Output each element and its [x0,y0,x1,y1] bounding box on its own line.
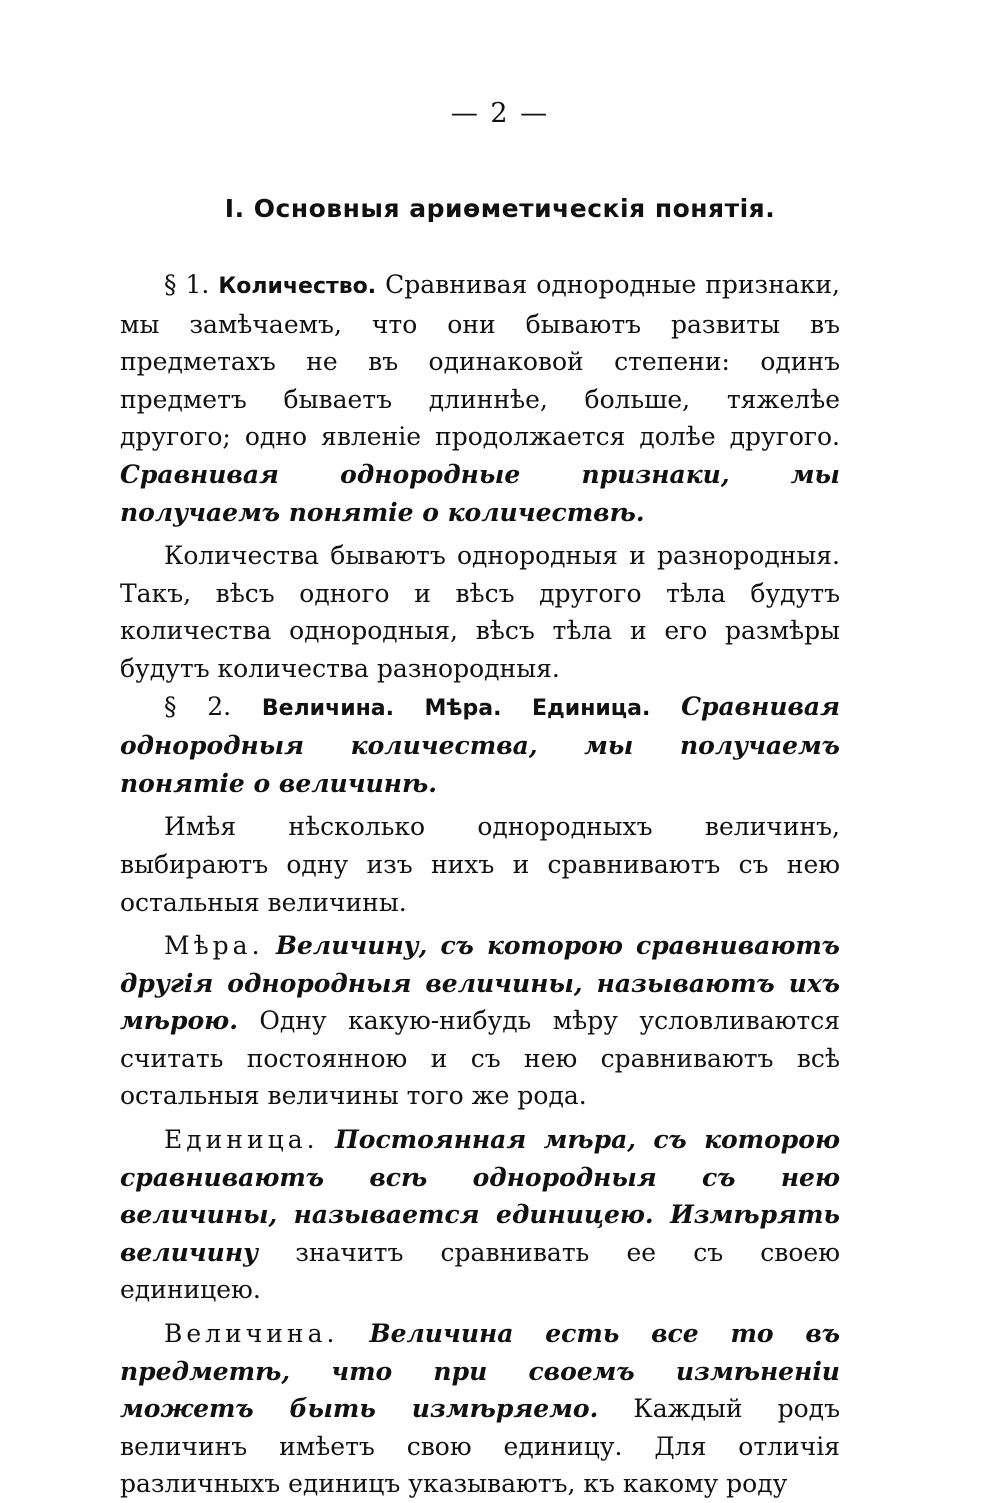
definition-text: Сравнивая однородныя количества, мы получаемъ понятіе о величинѣ. [120,691,841,798]
paragraph-text: Имѣя нѣсколько однородныхъ величинъ, выбираютъ одну изъ нихъ и сравниваютъ съ нею остальныя величины. [120,812,840,917]
section-number: § 2. [164,691,232,721]
paragraph-text: Каждый родъ величинъ имѣетъ свою единицу. Для отличія различныхъ единицъ указываютъ, къ какому роду [120,1394,840,1499]
term-label: Единица. [164,1125,319,1155]
section-number: § 1. [164,270,210,299]
paragraph-quantity [120,266,840,531]
paragraph-magnitude [120,688,840,803]
paragraph-text: Количества бываютъ однородныя и разнородныя. Такъ, вѣсъ одного и вѣсъ другого тѣла будутъ количества однородныя, вѣсъ тѣла и его размѣры будутъ количества разнородныя. [120,541,840,683]
paragraph-value [120,1315,840,1503]
chapter-title: I. Основныя ариѳметическія понятія. [224,194,776,223]
paragraph-quantity-kinds [120,537,840,687]
paragraph-comparison [120,808,840,921]
definition-text: Величина есть все то въ предметѣ, что при своемъ измѣненіи можетъ быть измѣряемо. [120,1319,840,1424]
term-label: Величина. [164,1319,339,1349]
section-heading: Количество. [218,274,377,299]
paragraph-unit [120,1121,840,1309]
definition-text: Величину, съ которою сравниваютъ другія однородныя величины, называютъ ихъ мѣрою. [120,931,840,1036]
body-text [120,266,840,1503]
paragraph-text: Одну какую-нибудь мѣру условливаются считать постоянною и съ нею сравниваютъ всѣ остальныя величины того же рода. [120,1006,840,1111]
paragraph-text: значитъ сравнивать ее съ своею единицею. [120,1237,840,1305]
paragraph-measure [120,927,840,1115]
section-heading: Величина. Мѣра. Единица. [261,695,651,721]
definition-text: Постоянная мѣра, съ которою сравниваютъ всѣ однородныя съ нею величины, называется единицею. Измѣрять величину [120,1125,840,1267]
definition-text: Сравнивая однородные признаки, мы получаемъ понятіе о количествѣ. [120,459,840,527]
page-number: — 2 — [450,98,550,129]
term-label: Мѣра. [164,931,264,961]
paragraph-text: Сравнивая однородные признаки, мы замѣчаемъ, что они бываютъ развиты въ предметахъ не въ одинаковой степени: одинъ предметъ бываетъ длиннѣе, больше, тяжелѣе другого; одно явленіе продолжается долѣе другого. [120,270,840,452]
